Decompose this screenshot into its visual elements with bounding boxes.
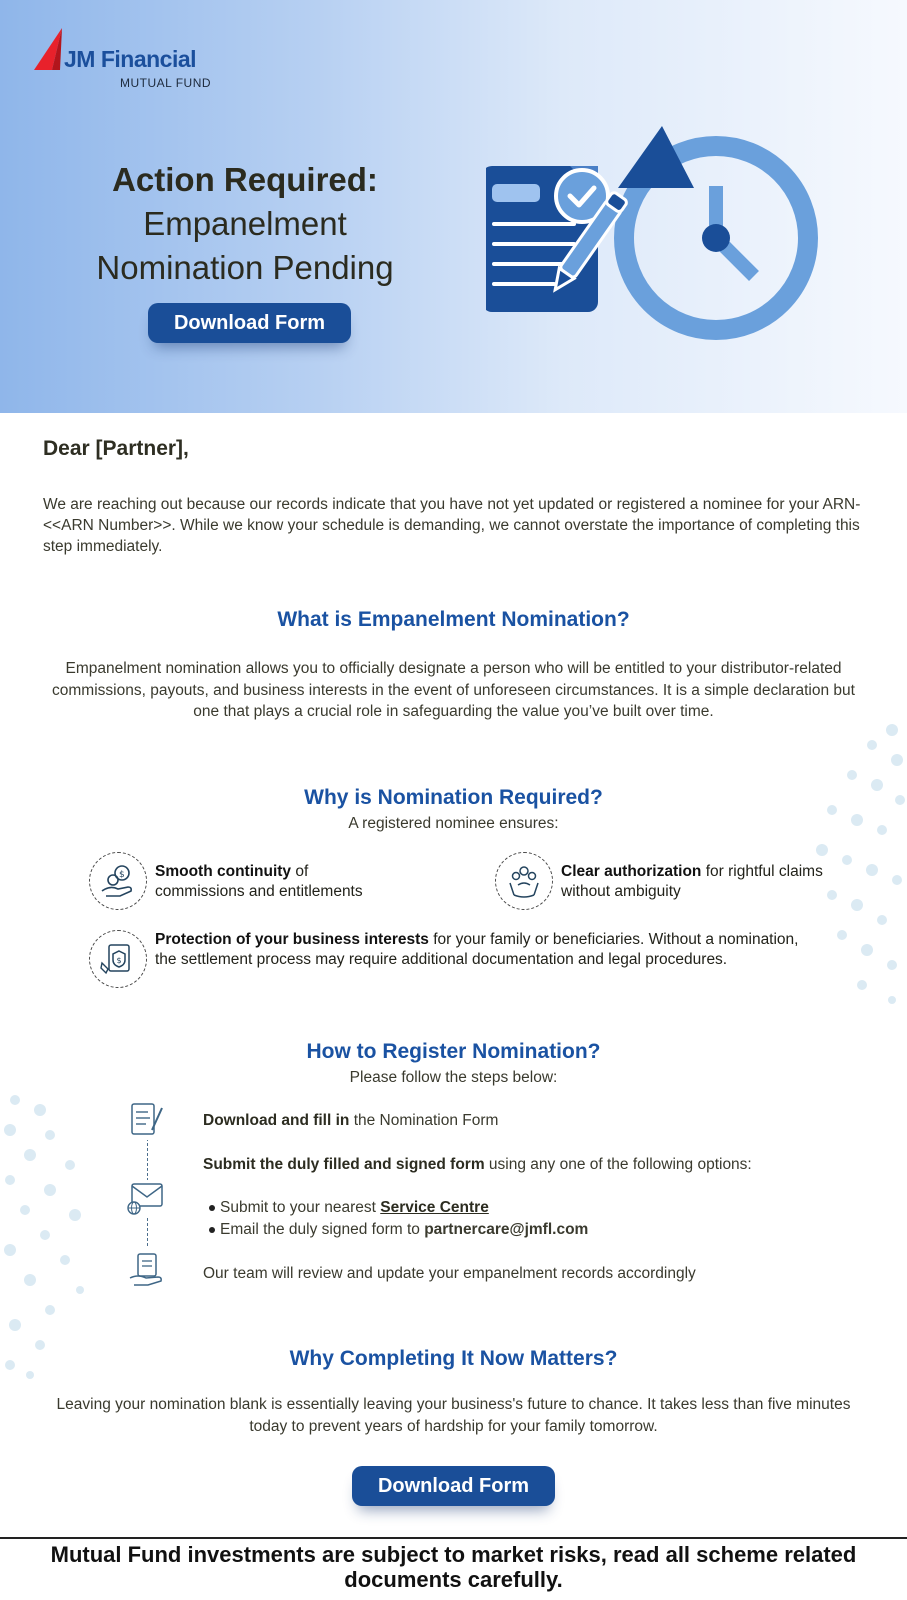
download-form-button-bottom[interactable]: Download Form bbox=[352, 1466, 555, 1506]
benefit-text: Protection of your business interests for your family or beneficiaries. Without a nomination, the settlement process may require additional documentation and legal procedures. bbox=[155, 931, 799, 968]
service-centre-link[interactable]: Service Centre bbox=[380, 1199, 489, 1216]
svg-text:$: $ bbox=[119, 870, 125, 880]
step-review: Our team will review and update your empanelment records accordingly bbox=[203, 1265, 696, 1282]
benefit-text: Clear authorization for rightful claims without ambiguity bbox=[561, 863, 823, 900]
hero-subtitle-line2: Nomination Pending bbox=[96, 249, 394, 286]
hero-title: Action Required: bbox=[112, 161, 378, 198]
download-form-button[interactable]: Download Form bbox=[148, 303, 351, 343]
hand-document-icon bbox=[128, 1252, 166, 1288]
partnercare-email[interactable]: partnercare@jmfl.com bbox=[424, 1221, 589, 1238]
benefit-smooth-continuity bbox=[89, 852, 399, 912]
mf-disclaimer: Mutual Fund investments are subject to market risks, read all scheme related documents carefully. bbox=[50, 1542, 857, 1592]
why-title: Why is Nomination Required? bbox=[304, 786, 603, 809]
brand-name: JM Financial bbox=[64, 46, 197, 72]
greeting: Dear [Partner], bbox=[43, 437, 189, 460]
benefit-clear-authorization bbox=[495, 852, 825, 912]
decorative-dots-right bbox=[812, 720, 907, 1010]
brand-sub: MUTUAL FUND bbox=[120, 76, 212, 90]
what-body: Empanelment nomination allows you to officially designate a person who will be entitled to your distributor-related commissions, payouts, and business interests in the event of unforeseen circumstances. It is a simple declaration but one that plays a crucial role in safeguarding the value you’ve built over time. bbox=[52, 660, 855, 720]
hands-people-icon bbox=[495, 852, 553, 910]
hand-coins-icon bbox=[89, 852, 147, 910]
option-service-centre: Submit to your nearest Service Centre bbox=[209, 1199, 489, 1217]
document-clock-pen-icon bbox=[486, 126, 826, 356]
what-title: What is Empanelment Nomination? bbox=[277, 608, 630, 631]
hero-text bbox=[40, 158, 450, 290]
how-subtitle: Please follow the steps below: bbox=[349, 1069, 558, 1086]
why-subtitle: A registered nominee ensures: bbox=[348, 815, 559, 832]
option-email: Email the duly signed form to partnercare@jmfl.com bbox=[209, 1221, 588, 1239]
email-globe-icon bbox=[126, 1180, 168, 1216]
benefit-text: Smooth continuity of commissions and entitlements bbox=[155, 863, 363, 900]
matters-body: Leaving your nomination blank is essentially leaving your business's future to chance. It takes less than five minutes today to prevent years of hardship for your family tomorrow. bbox=[56, 1396, 851, 1435]
step-download: Download and fill in the Nomination Form bbox=[203, 1112, 499, 1129]
hero-subtitle-line1: Empanelment bbox=[143, 205, 347, 242]
hero-banner bbox=[0, 0, 907, 413]
document-shield-icon bbox=[89, 930, 147, 988]
form-pen-icon bbox=[128, 1100, 168, 1140]
decorative-dots-left bbox=[0, 1090, 95, 1380]
how-title: How to Register Nomination? bbox=[306, 1040, 601, 1063]
intro-paragraph: We are reaching out because our records indicate that you have not yet updated or registered a nominee for your ARN-<<ARN Number>>. While we know your schedule is demanding, we cannot overstate the importance of completing this step immediately. bbox=[43, 496, 861, 555]
footer-divider bbox=[0, 1537, 907, 1539]
benefit-protection bbox=[89, 930, 819, 994]
matters-title: Why Completing It Now Matters? bbox=[289, 1347, 618, 1370]
svg-text:$: $ bbox=[116, 956, 122, 965]
step-submit: Submit the duly filled and signed form using any one of the following options: bbox=[203, 1156, 752, 1173]
brand-logo[interactable] bbox=[32, 26, 222, 92]
